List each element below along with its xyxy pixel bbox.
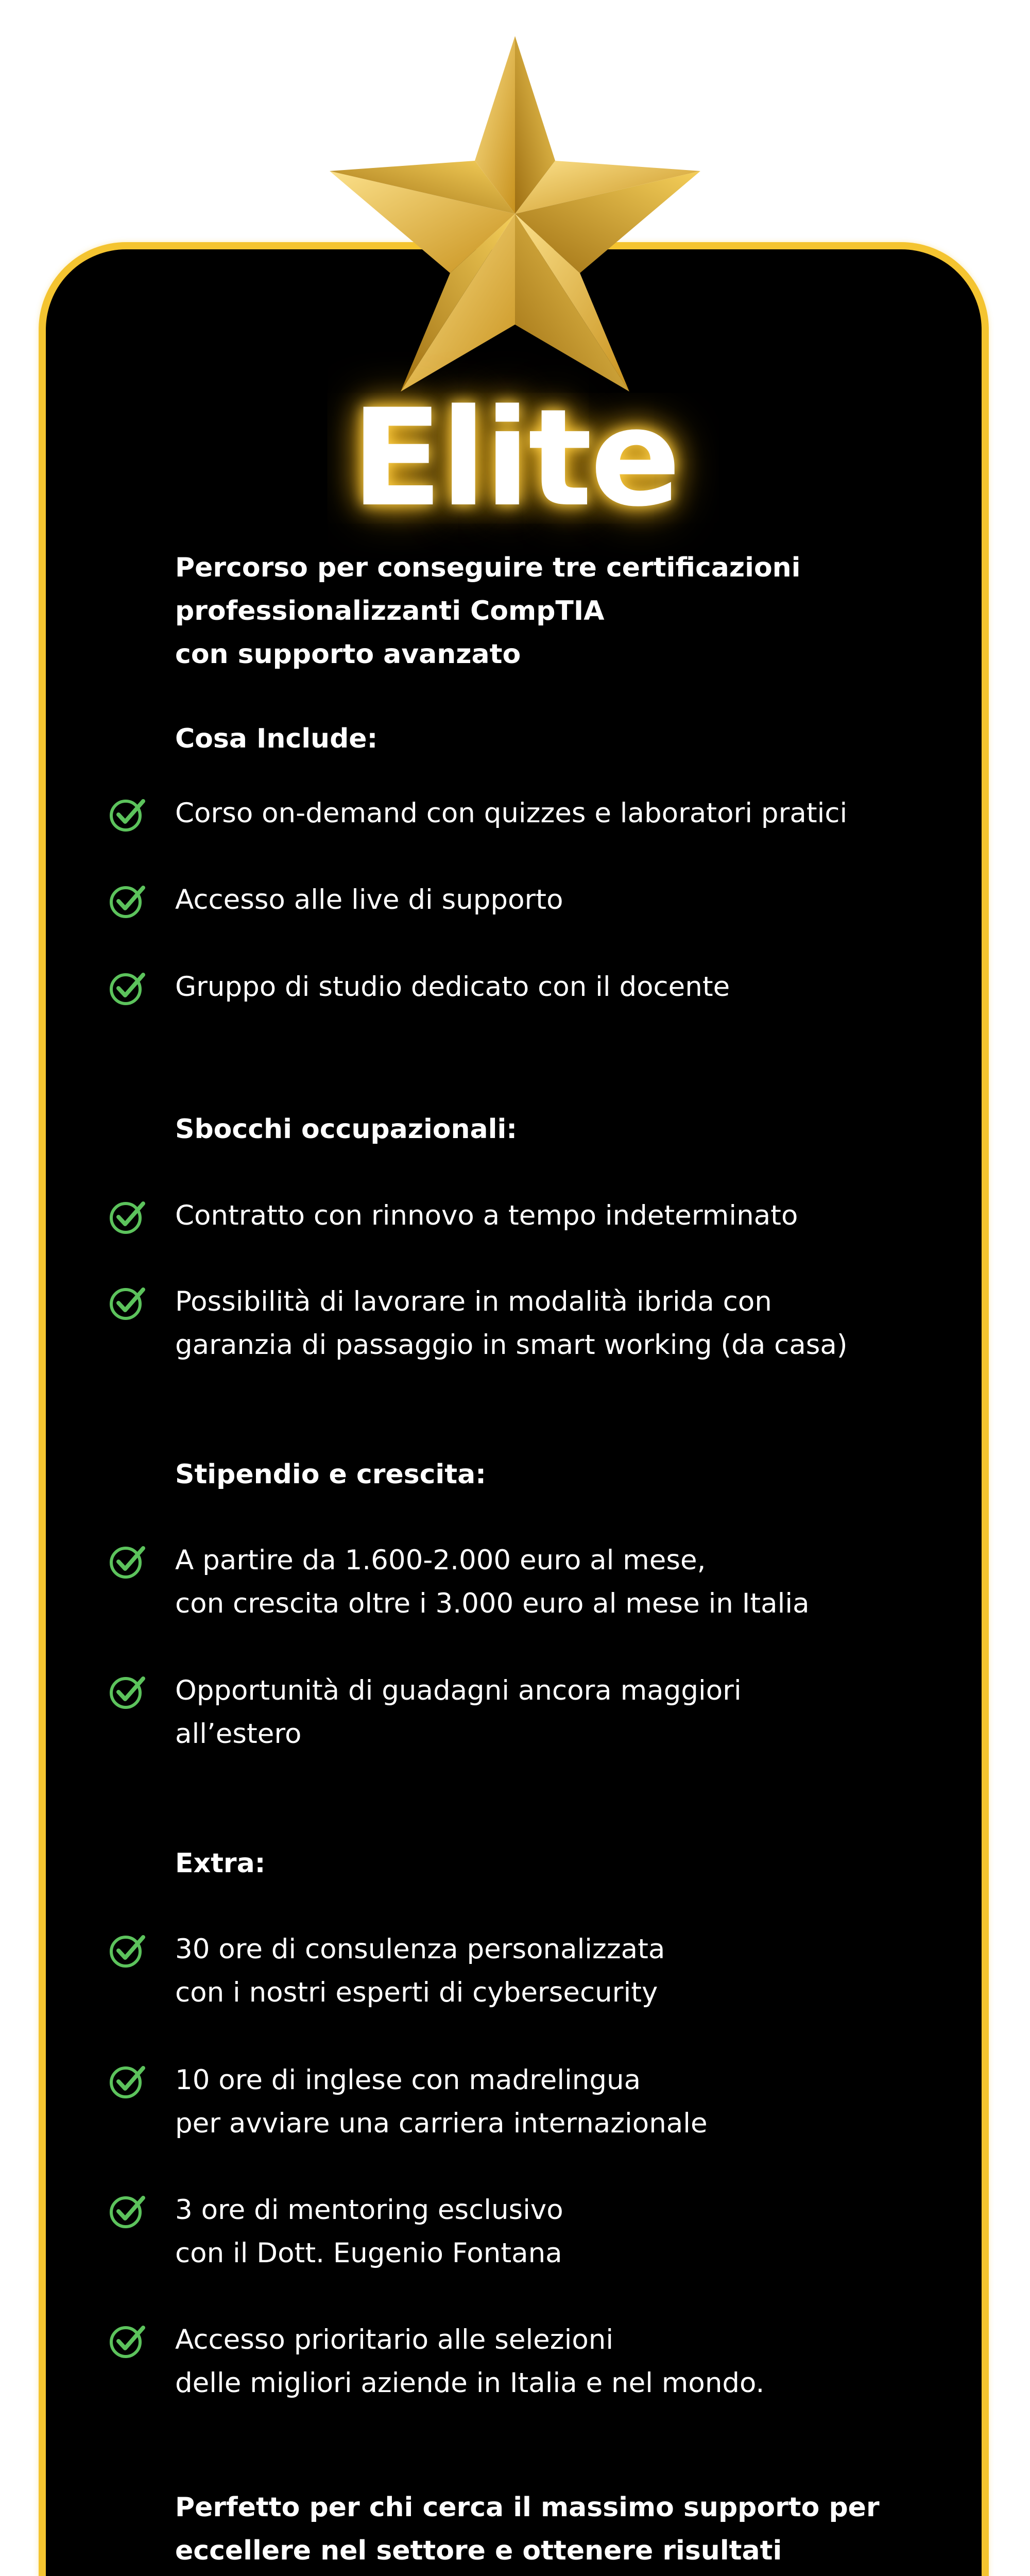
check-icon (108, 1197, 146, 1235)
check-icon (108, 1283, 146, 1321)
feature-item-line: Corso on-demand con quizzes e laboratori pratici (175, 798, 848, 829)
feature-item-line: Opportunità di guadagni ancora maggiori (175, 1675, 742, 1706)
feature-item-text (175, 1194, 968, 1238)
feature-item-line: Gruppo di studio dedicato con il docente (175, 971, 730, 1003)
feature-item-line: con il Dott. Eugenio Fontana (175, 2238, 562, 2269)
feature-item-text (175, 792, 968, 835)
plan-subtitle (175, 546, 978, 676)
feature-item-text (175, 1539, 968, 1625)
feature-item-line: 30 ore di consulenza personalizzata (175, 1934, 665, 1965)
check-icon (108, 1542, 146, 1580)
feature-item-line: Accesso prioritario alle selezioni (175, 2324, 614, 2355)
check-icon (108, 2062, 146, 2100)
feature-item-line: Accesso alle live di supporto (175, 884, 563, 916)
feature-item-line: per avviare una carriera internazionale (175, 2108, 708, 2139)
feature-item-text (175, 2189, 968, 2275)
section-heading-salary: Stipendio e crescita: (175, 1459, 486, 1490)
plan-subtitle-line: professionalizzanti CompTIA (175, 596, 605, 626)
check-icon (108, 1672, 146, 1710)
check-icon (108, 795, 146, 833)
check-icon (108, 1931, 146, 1969)
plan-subtitle-line: con supporto avanzato (175, 639, 521, 670)
closing-line: eccellere nel settore e ottenere risultati (175, 2535, 782, 2566)
check-icon (108, 882, 146, 920)
feature-item-text (175, 2318, 968, 2405)
feature-item-line: con i nostri esperti di cybersecurity (175, 1977, 658, 2008)
section-heading-includes: Cosa Include: (175, 723, 378, 754)
feature-item-line: all’estero (175, 1718, 302, 1750)
check-icon (108, 969, 146, 1007)
feature-item-line: con crescita oltre i 3.000 euro al mese in Italia (175, 1588, 810, 1619)
feature-item-line: Contratto con rinnovo a tempo indeterminato (175, 1200, 798, 1231)
feature-item-line: A partire da 1.600-2.000 euro al mese, (175, 1545, 706, 1576)
closing-line (175, 2572, 978, 2576)
feature-item-line: garanzia di passaggio in smart working (da casa) (175, 1329, 848, 1361)
feature-item-text (175, 1928, 968, 2014)
section-heading-extra: Extra: (175, 1848, 266, 1879)
feature-item-line: Possibilità di lavorare in modalità ibrida con (175, 1286, 772, 1317)
feature-item-text (175, 1280, 968, 1367)
feature-item-text (175, 965, 968, 1009)
closing-line: Perfetto per chi cerca il massimo supporto per (175, 2492, 880, 2523)
plan-title: Elite (351, 381, 679, 536)
check-icon (108, 2192, 146, 2230)
feature-item-text (175, 1669, 968, 1756)
check-icon (108, 2321, 146, 2360)
feature-item-line: 10 ore di inglese con madrelingua (175, 2064, 641, 2096)
plan-subtitle-line: Percorso per conseguire tre certificazioni (175, 552, 801, 583)
gold-star-icon (330, 36, 700, 392)
feature-item-line: delle migliori aziende in Italia e nel mondo. (175, 2367, 765, 2399)
closing-statement (175, 2486, 978, 2576)
feature-item-line: 3 ore di mentoring esclusivo (175, 2194, 563, 2226)
feature-item-text (175, 2059, 968, 2145)
section-heading-job-outlets: Sbocchi occupazionali: (175, 1114, 518, 1145)
feature-item-text (175, 878, 968, 922)
